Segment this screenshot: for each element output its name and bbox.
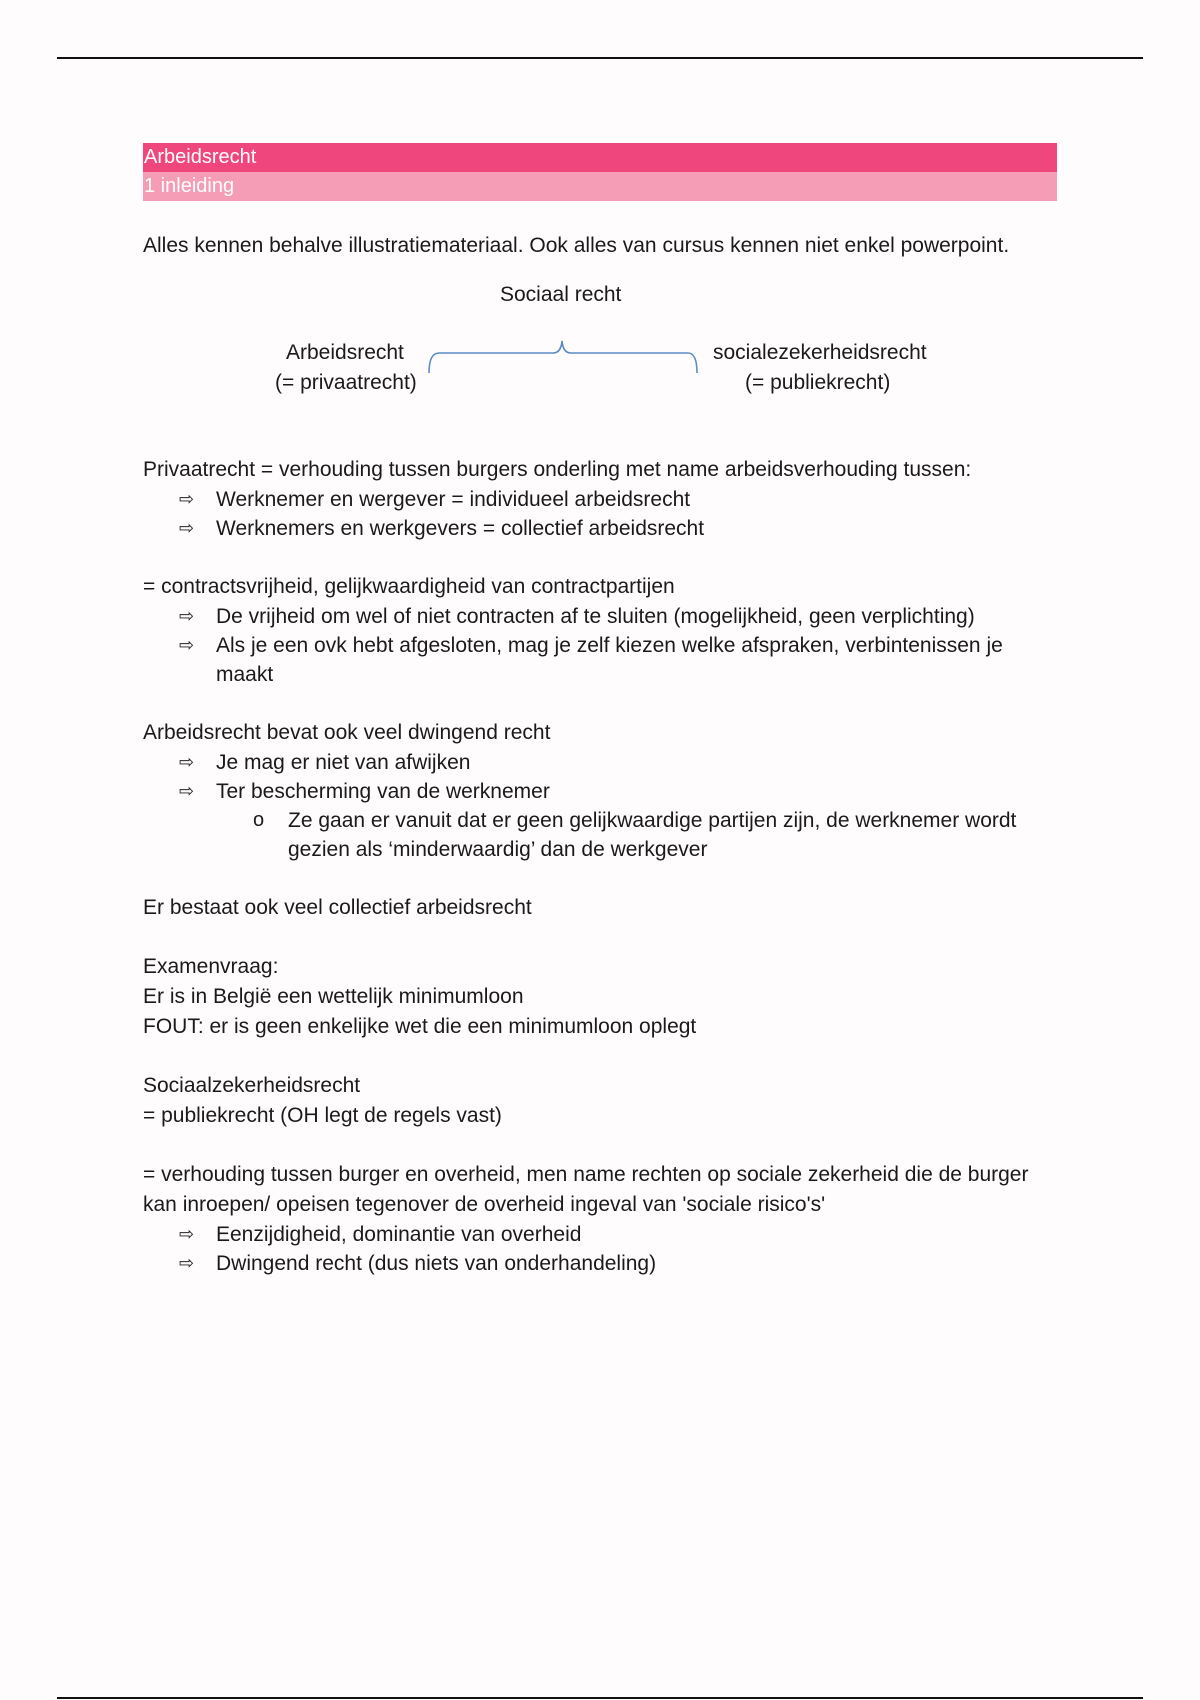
- bottom-rule: [57, 1697, 1143, 1699]
- exam-label: Examenvraag:: [143, 955, 279, 978]
- list-item: ⇨ Werknemers en werkgevers = collectief arbeidsrecht: [143, 514, 1057, 543]
- diagram-left-note: (= privaatrecht): [275, 371, 417, 394]
- dwingend-list: [143, 748, 1057, 864]
- verhouding-list: [143, 1220, 1057, 1278]
- sub-list-item: o Ze gaan er vanuit dat er geen gelijkwaardige partijen zijn, de werknemer wordt gezien als ‘minderwaardig’ dan de werkgever: [143, 806, 1057, 864]
- exam-answer: FOUT: er is geen enkelijke wet die een minimumloon oplegt: [143, 1015, 697, 1038]
- list-item: ⇨ Ter bescherming van de werknemer: [143, 777, 1057, 806]
- arrow-icon: ⇨: [179, 635, 195, 655]
- intro-text: Alles kennen behalve illustratiemateriaal. Ook alles van cursus kennen niet enkel powerpoint.: [143, 234, 1010, 257]
- arrow-icon: ⇨: [179, 518, 195, 538]
- arrow-icon: ⇨: [179, 781, 195, 801]
- arrow-icon: ⇨: [179, 489, 195, 509]
- arrow-icon: ⇨: [179, 1253, 195, 1273]
- heading-title: Arbeidsrecht: [143, 143, 1057, 172]
- list-item: ⇨ Je mag er niet van afwijken: [143, 748, 1057, 777]
- privaatrecht-line: Privaatrecht = verhouding tussen burgers onderling met name arbeidsverhouding tussen:: [143, 458, 972, 481]
- circle-bullet-icon: o: [253, 809, 265, 831]
- szr-title: Sociaalzekerheidsrecht: [143, 1074, 361, 1097]
- list-item: ⇨ De vrijheid om wel of niet contracten af te sluiten (mogelijkheid, geen verplichting): [143, 602, 1057, 631]
- verhouding-line: = verhouding tussen burger en overheid, men name rechten op sociale zekerheid die de burger kan inroepen/ opeisen tegenover de overheid ingeval van 'sociale risico's': [143, 1163, 1029, 1216]
- list-item: ⇨ Als je een ovk hebt afgesloten, mag je zelf kiezen welke afspraken, verbintenissen je maakt: [143, 631, 1057, 689]
- page-content: [143, 143, 1057, 1278]
- szr-line: = publiekrecht (OH legt de regels vast): [143, 1104, 502, 1127]
- arrow-icon: ⇨: [179, 752, 195, 772]
- contract-line: = contractsvrijheid, gelijkwaardigheid van contractpartijen: [143, 575, 675, 598]
- arrow-icon: ⇨: [179, 606, 195, 626]
- heading-subtitle: 1 inleiding: [143, 172, 1057, 201]
- diagram-right-title: socialezekerheidsrecht: [713, 341, 927, 364]
- list-item: ⇨ Eenzijdigheid, dominantie van overheid: [143, 1220, 1057, 1249]
- diagram-top-label: Sociaal recht: [500, 283, 622, 306]
- contract-list: [143, 602, 1057, 689]
- arrow-icon: ⇨: [179, 1224, 195, 1244]
- dwingend-line: Arbeidsrecht bevat ook veel dwingend recht: [143, 721, 551, 744]
- privaatrecht-list: [143, 485, 1057, 543]
- exam-question: Er is in België een wettelijk minimumloon: [143, 985, 524, 1008]
- top-rule: [57, 57, 1143, 59]
- diagram-right-note: (= publiekrecht): [745, 371, 891, 394]
- list-item: ⇨ Dwingend recht (dus niets van onderhandeling): [143, 1249, 1057, 1278]
- list-item: ⇨ Werknemer en wergever = individueel arbeidsrecht: [143, 485, 1057, 514]
- sociaal-recht-diagram: [143, 283, 1057, 433]
- collectief-line: Er bestaat ook veel collectief arbeidsrecht: [143, 896, 532, 919]
- diagram-left-title: Arbeidsrecht: [286, 341, 404, 364]
